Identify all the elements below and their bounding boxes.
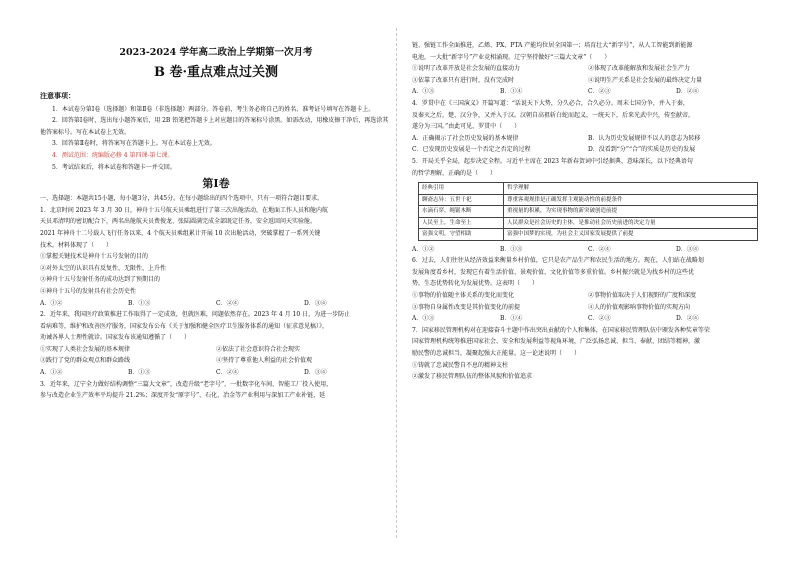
choice: ②激发了移民管理队伍的整体风貌和价值追求 <box>412 373 533 381</box>
left-column <box>40 32 392 402</box>
choice: ④神舟十五号的发射具有社会历史性 <box>40 287 137 295</box>
answer-option: B．①③ <box>500 245 523 253</box>
answer-option: D．③④ <box>304 369 327 377</box>
choice-row <box>412 290 764 302</box>
choice: ①掌握关键技术是神舟十五号发射的目的 <box>40 253 149 261</box>
choice: ④坚持了尊重他人利益的社会价值观 <box>216 357 313 365</box>
question-text: 3．近年来，辽宁全力做好结构调整“三篇大文章”，改造升级“老字号”，一批数字化车间、智能工厂投入使用， <box>40 380 333 388</box>
table-cell: 水滴石穿，绳锯木断 <box>419 206 504 218</box>
table-row <box>419 229 758 241</box>
answer-option: D．②④ <box>676 88 699 96</box>
table-cell: 尊重客观规律是正确发挥主观能动性的前提条件 <box>504 194 758 206</box>
choice: ③依靠了改革只有进行时，没有完成时 <box>412 76 515 84</box>
table-header-row <box>419 183 758 195</box>
answer-option: B．①③ <box>128 369 151 377</box>
question-text: 4．罗贯中在《三国演义》开篇写道：“话说天下大势，分久必合，合久必分。周末七国分争，并入于秦， <box>412 99 689 107</box>
answer-option: A．①③ <box>412 315 435 323</box>
exam-title: 2023-2024 学年高二政治上学期第一次月考 <box>119 47 313 58</box>
question-6 <box>412 255 764 325</box>
question-4 <box>412 98 764 156</box>
answer-option: C．②④ <box>216 299 239 307</box>
right-column <box>412 40 764 383</box>
question-5 <box>412 156 764 255</box>
choice-row <box>412 302 764 314</box>
notice-item-scope: 4．测试范围：统编版必修 4 第四课-第七课。 <box>52 151 174 159</box>
table-row <box>419 206 758 218</box>
answer-option: C．②④ <box>588 245 611 253</box>
answer-option: A．①② <box>40 369 63 377</box>
answer-option: A．①② <box>412 245 435 253</box>
table-cell: 富强文明，守望相助 <box>419 229 504 241</box>
table-cell: 聊斋志异：五世千祀 <box>419 194 504 206</box>
answer-option: D．②④ <box>676 315 699 323</box>
choice: ③事物自身属性改变是其价值变化的前提 <box>412 303 521 311</box>
question-7 <box>412 325 764 383</box>
choice: C．已发现历史发展是一个否定之否定的过程 <box>412 146 531 154</box>
choice-row <box>412 63 764 75</box>
question-1 <box>40 205 392 309</box>
question-text: 发展角度看乡村，发现它有着生活价值、景观价值、文化价值等多重价值。乡村振兴就是为找乡村的这些优 <box>412 268 695 276</box>
choice-row <box>40 344 392 356</box>
notice-heading: 注意事项： <box>40 91 75 100</box>
question-3-continued <box>412 40 764 98</box>
choice: B．认为历史发展规律不以人的意志为转移 <box>588 134 701 142</box>
choice: D．没看到“分”“合”的实质是历史的发展 <box>588 146 696 154</box>
question-3 <box>40 379 392 402</box>
choice-row <box>412 144 764 156</box>
question-text: 参与改造企业生产效率平均提升 21.2%；深度开发“原字号”，石化、冶金等产业利用与深加工产业补链、延 <box>40 392 326 400</box>
question-2 <box>40 309 392 379</box>
choice: ②对外太空的认识具有反复性、无限性、上升性 <box>40 264 167 272</box>
question-text: 势，生态优势转化为发展优势。这表明（ ） <box>412 280 539 288</box>
choice: ①说明了改革开放是社会发展的直接动力 <box>412 65 521 73</box>
answer-option: A．①③ <box>412 88 435 96</box>
choice: ②事物价值取决于人们视野的广度和深度 <box>588 292 697 299</box>
answer-option: B．①④ <box>500 88 523 96</box>
question-text: 6．过去，人们往往从经济效益来衡量乡村价值，它只是农产品生产和农民生活的地方。现在，人们站在战略划 <box>412 257 704 265</box>
question-text: 7．国家移民管理机构对在迎接奋斗主题中作出突出贡献的个人和集体，在国家移民管理队伍中颁发各种奖章等荣 <box>412 326 710 334</box>
answer-option: D．③④ <box>676 245 699 253</box>
question-text: 遂分为三国。”由此可见，罗贯中（ ） <box>412 123 521 131</box>
answer-option: A．①② <box>40 299 63 307</box>
question-text: 技术。材料体现了（ ） <box>40 241 113 249</box>
choice: A．正确揭示了社会历史发展的基本规律 <box>412 134 519 142</box>
question-text: 2．近年来，我国医疗政策推进工作取得了一定成效，但就医难，问题依然存在。2023 年 4 月 10 日，为进一步防止 <box>40 311 351 319</box>
question-text: 5．开局关乎全局，起步决定全程。习近平主席在 2023 年新春贺词中引经据典、意味深长，以下经典语句 <box>412 157 693 165</box>
choice: ①铸就了忠诚民警自不息的精神支柱 <box>412 361 509 369</box>
question-text: 励民警的忠诚担当，凝聚起强大正能量。这一论述说明（ ） <box>412 349 581 357</box>
choice: ①实现了人类社会发展的基本规律 <box>40 345 131 353</box>
choice: ②依法了社会意识符合社会现实 <box>216 345 301 353</box>
answer-options <box>412 313 764 325</box>
notice-item: 1．本试卷分第Ⅰ卷（选择题）和第Ⅱ卷（非选择题）两部分。答卷前，考生务必将自己的姓名、准考证号填写在答题卡上。 <box>52 105 375 113</box>
question-text: 1．北京时间 2023 年 3 月 30 日，神舟十五号航天员乘组进行了第三次出舱活动，在地面工作人员和舱内航 <box>40 206 328 214</box>
notice-item: 2．回答第Ⅰ卷时，选出每小题答案后，用 2B 铅笔把答题卡上对应题目的答案标号涂黑。如需改动，用橡皮擦干净后，再选涂其他答案标号。写在本试卷上无效。 <box>40 117 389 136</box>
choice-row <box>412 133 764 145</box>
exam-subtitle: B 卷·重点难点过关测 <box>153 65 279 80</box>
choice-row <box>40 355 392 367</box>
column-separator <box>396 28 397 538</box>
quote-table <box>418 182 758 241</box>
table-row <box>419 217 758 229</box>
table-row <box>419 194 758 206</box>
answer-option: B．①③ <box>128 299 151 307</box>
answer-option: C．②③ <box>588 315 611 323</box>
table-cell: 人民至上，生命至上 <box>419 217 504 229</box>
answer-option: C．②③ <box>588 88 611 96</box>
question-text: 及秦灭之后，楚、汉分争，又并入于汉。汉朝自高祖斩白蛇而起义，一统天下，后来光武中兴，传至献帝， <box>412 111 695 119</box>
question-text: 劝诫各界人士理性就诊。国家发布该通知遵循了（ ） <box>40 334 191 342</box>
choice: ③践行了党的群众观点和群众路线 <box>40 357 131 365</box>
answer-option: C．②④ <box>216 369 239 377</box>
question-text: 国家管理机构统筹推进国家社会、安全和发展利益等视角环境，广泛弘扬忠诚、担当、奉献、团结等精神，激 <box>412 338 701 346</box>
answer-options <box>412 86 764 98</box>
choice: ③神舟十五号发射任务的成功达到了预期目的 <box>40 276 161 284</box>
notice-item: 3．回答第Ⅱ卷时，将答案写在答题卡上。写在本试卷上无效。 <box>52 140 216 148</box>
answer-options <box>40 367 392 379</box>
choice: ②体现了改革能解放和发展社会生产力 <box>588 65 691 73</box>
question-text: 电池，一大批“新字号”产业竞相涌现。辽宁坚持做好“三篇大文章”（ ） <box>412 53 611 61</box>
answer-option: D．③④ <box>304 299 327 307</box>
choice: ④说明生产关系是社会发展的最终决定力量 <box>588 76 703 84</box>
table-cell: 人民群众是社会历史的主体，是推动社会历史前进的决定力量 <box>504 217 758 229</box>
question-text: 天员邓清明的密切配合下，两名出舱航天员费俊龙、张陆圆满完成全部既定任务，安全返回问天实验舱。 <box>40 218 317 226</box>
question-text: 链、强链工作全面推进，乙烯、PX、PTA 产能均位居全国第一；培育壮大“新字号”，从人工智能到新能源 <box>412 42 693 49</box>
table-cell: 富强中国梦的实现，为社会主义国家发展提供了前提 <box>504 229 758 241</box>
answer-options <box>40 298 392 310</box>
answer-options <box>412 244 764 256</box>
notice-item: 5．考试结束后，将本试卷和答题卡一并交回。 <box>52 163 176 171</box>
answer-option: B．①④ <box>500 315 523 323</box>
question-text: 看病难等，维护和改善医疗服务，国家发布公布《关于加强和健全医疗卫生服务体系的通知（征求意见稿）》， <box>40 322 329 330</box>
question-text: 2021 年神舟十二号载人飞行任务以来，4 个航天员乘组累计开展 10 次出舱活动，突破掌握了一系列关键 <box>40 229 321 237</box>
section-intro: 一、选择题：本题共15小题，每小题3分，共45分。在每小题给出的四个选项中，只有一项符合题目要求。 <box>40 195 324 203</box>
choice: ①事物的价值随主体关系的变化而变化 <box>412 292 515 299</box>
choice: ④人的价值观影响事物价值的实现方向 <box>588 303 691 311</box>
table-header: 哲学理解 <box>504 183 758 195</box>
question-text: 的哲学理解，正确的是（ ） <box>412 169 497 177</box>
section-title: 第Ⅰ卷 <box>202 177 230 191</box>
table-cell: 重视量的积累，为实现事物的新突破创造前提 <box>504 206 758 218</box>
table-header: 经典引用 <box>419 183 504 195</box>
choice-row <box>412 75 764 87</box>
